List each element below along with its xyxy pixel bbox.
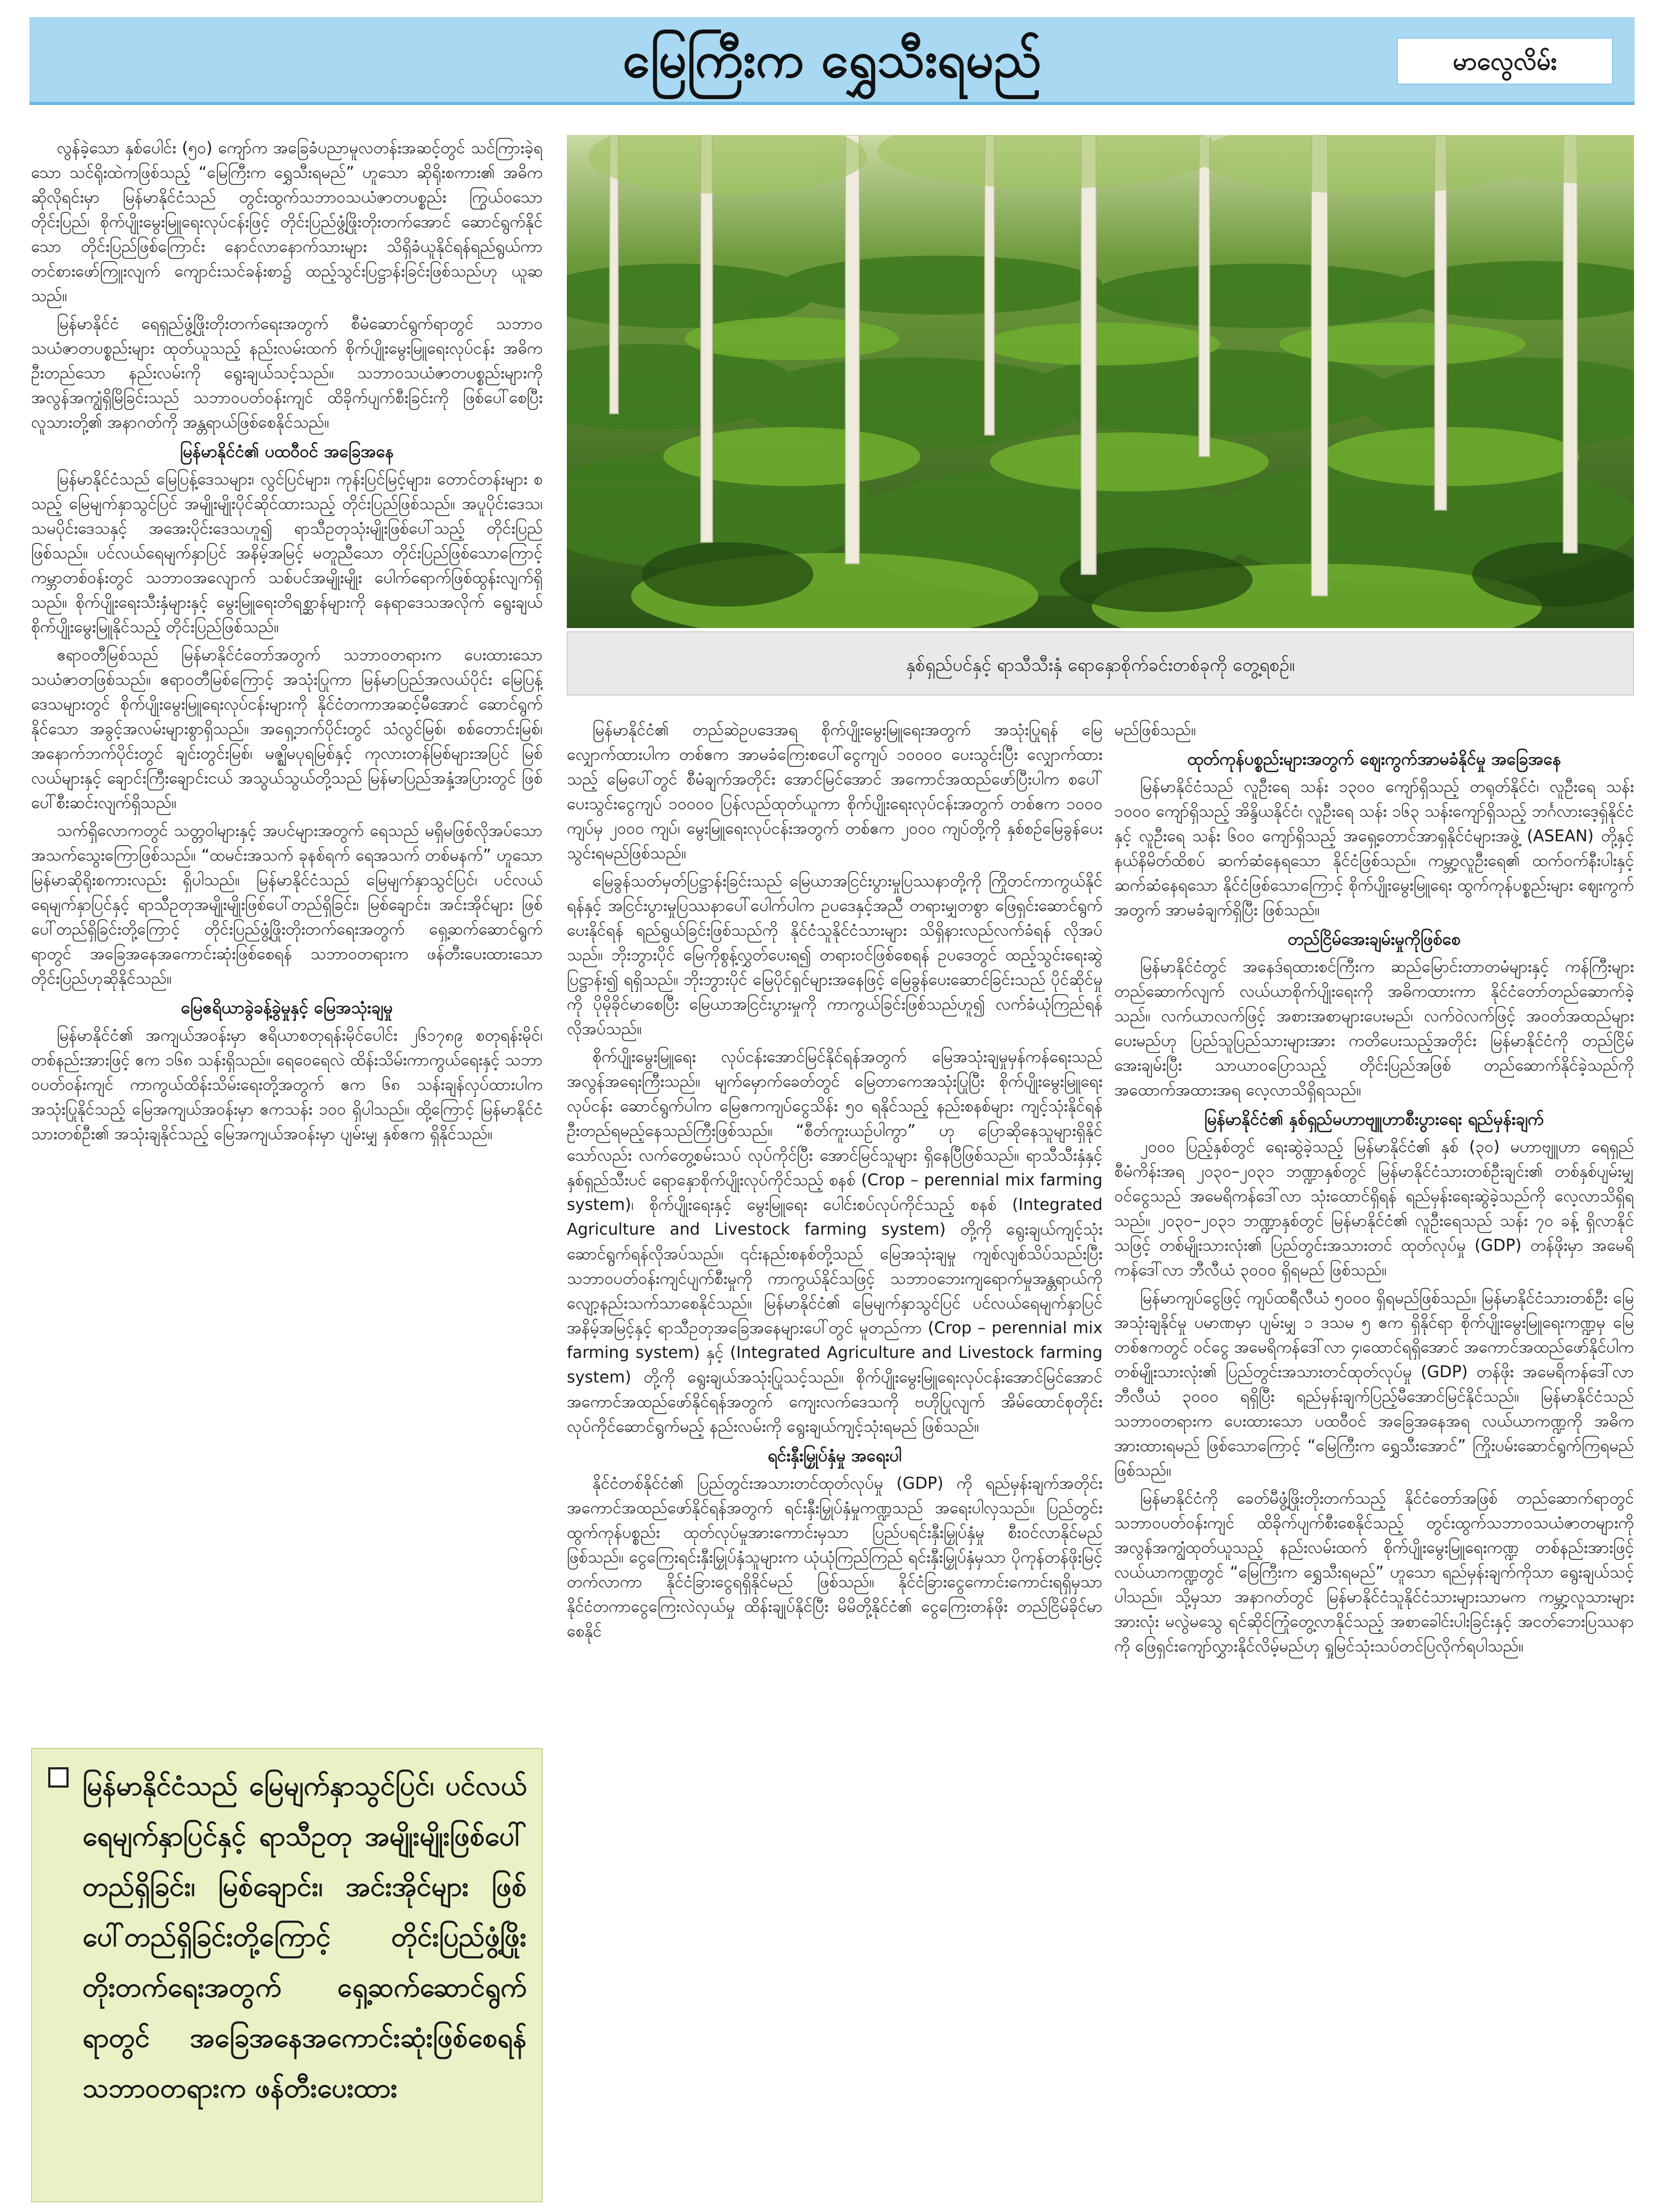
pull-quote-box (31, 1748, 543, 2202)
section-heading: မြန်မာနိုင်ငံ၏ ပထဝီဝင် အခြေအနေ (180, 442, 394, 461)
pull-quote-text: မြန်မာနိုင်ငံသည် မြေမျက်နှာသွင်ပြင်၊ ပင်လယ်ရေမျက်နှာပြင်နှင့် ရာသီဥတု အမျိုးမျိုးဖြစ်ပေါ်တည်ရှိခြင်း၊ မြစ်ချောင်း၊ အင်းအိုင်များ ဖြစ်ပေါ်တည်ရှိခြင်းတို့ကြောင့် တိုင်းပြည်ဖွံ့ဖြိုးတိုးတက်ရေးအတွက် ရှေ့ဆက်ဆောင်ရွက်ရာတွင် အခြေအနေအကောင်းဆုံးဖြစ်စေရန် သဘာဝတရားက ဖန်တီးပေးထား (83, 1770, 527, 2104)
paragraph: မြန်မာနိုင်ငံသည် လူဦးရေ သန်း ၁၃၀၀ ကျော်ရှိသည့် တရုတ်နိုင်ငံ၊ လူဦးရေ သန်း ၁၀၀၀ ကျော်ရှိသည့် အိန္ဒိယနိုင်ငံ၊ လူဦးရေ သန်း ၁၆၃ သန်းကျော်ရှိသည့် ဘင်္ဂလားဒေ့ရှ်နိုင်ငံနှင့် လူဦးရေ သန်း ၆၀၀ ကျော်ရှိသည့် အရှေ့တောင်အာရှနိုင်ငံများအဖွဲ့ (ASEAN) တို့နှင့် နယ်နိမိတ်ထိစပ် ဆက်ဆံနေရသော နိုင်ငံဖြစ်သည်။ ကမ္ဘာ့လူဦးရေ၏ ထက်ဝက်နီးပါးနှင့် ဆက်ဆံနေရသော နိုင်ငံဖြစ်သောကြောင့် စိုက်ပျိုးမွေးမြူရေး ထွက်ကုန်ပစ္စည်းများ ဈေးကွက်အတွက် အာမခံချက်ရှိပြီး ဖြစ်သည်။ (1114, 778, 1634, 920)
paragraph: မြန်မာနိုင်ငံ၏ တည်ဆဲဥပဒေအရ စိုက်ပျိုးမွေးမြူရေးအတွက် အသုံးပြုရန် မြေလျှောက်ထားပါက တစ်ဧက အာမခံကြေးစပေါ်ငွေကျပ် ၁၀၀၀၀ ပေးသွင်းပြီး လျှောက်ထားသည့် မြေပေါ်တွင် စီမံချက်အတိုင်း အောင်မြင်အောင် အကောင်အထည်ဖော်ပြီးပါက စပေါ်ပေးသွင်းငွေကျပ် ၁၀၀၀၀ ပြန်လည်ထုတ်ယူကာ စိုက်ပျိုးရေးလုပ်ငန်းအတွက် တစ်ဧက ၁၀၀၀ ကျပ်မှ ၂၀၀၀ ကျပ်၊ မွေးမြူရေးလုပ်ငန်းအတွက် တစ်ဧက ၂၀၀၀ ကျပ်တို့ကို နှစ်စဉ်မြေခွန်ပေးသွင်းရမည်ဖြစ်သည်။ (567, 721, 1103, 863)
paragraph: မြန်မာနိုင်ငံ ရေရှည်ဖွံ့ဖြိုးတိုးတက်ရေးအတွက် စီမံဆောင်ရွက်ရာတွင် သဘာဝသယံဇာတပစ္စည်းများ ထုတ်ယူသည့် နည်းလမ်းထက် စိုက်ပျိုးမွေးမြူရေးလုပ်ငန်း အဓိကဦးတည်သော နည်းလမ်းကို ရွေးချယ်သင့်သည်။ သဘာဝသယံဇာတပစ္စည်းများကို အလွန်အကျွံရှိမြိခြင်းသည် သဘာဝပတ်ဝန်းကျင် ထိခိုက်ပျက်စီးခြင်းကို ဖြစ်ပေါ်စေပြီး လူသားတို့၏ အနာဂတ်ကို အန္တရာယ်ဖြစ်စေနိုင်သည်။ (31, 315, 543, 432)
checkbox-bullet-icon (48, 1767, 69, 1788)
paragraph: မြေခွန်သတ်မှတ်ပြဋ္ဌာန်းခြင်းသည် မြေယာအငြင်းပွားမှုပြဿနာတို့ကို ကြိုတင်ကာကွယ်နိုင်ရန်နှင့် အငြင်းပွားမှုပြဿနာပေါ်ပေါက်ပါက ဥပဒေနှင့်အညီ တရားမျှတစွာ ဖြေရှင်းဆောင်ရွက်ပေးနိုင်ရန် ရည်ရွယ်ခြင်းဖြစ်သည်ကို နိုင်ငံသူနိုင်ငံသားများ သိရှိနားလည်လက်ခံရန် လိုအပ်သည်။ ဘိုးဘွားပိုင် မြေကိုစွန့်လွှတ်ပေးရ၍ တရားဝင်ဖြစ်စေရန် ဥပဒေတွင် ထည့်သွင်းရေးဆွဲပြဋ္ဌာန်း၍ ရရှိသည်။ ဘိုးဘွားပိုင် မြေပိုင်ရှင်များအနေဖြင့် မြေခွန်ပေးဆောင်ခြင်းသည် ပိုင်ဆိုင်မှုကို ပိုမိုခိုင်မာစေပြီး မြေယာအငြင်းပွားမှုကို ကာကွယ်ခြင်းဖြစ်သည်ဟူ၍ လက်ခံယုံကြည်ရန် လိုအပ်သည်။ (567, 872, 1103, 1038)
paragraph: မြန်မာနိုင်ငံကို ခေတ်မီဖွံ့ဖြိုးတိုးတက်သည့် နိုင်ငံတော်အဖြစ် တည်ဆောက်ရာတွင် သဘာဝပတ်ဝန်းကျင် ထိခိုက်ပျက်စီးစေနိုင်သည့် တွင်းထွက်သဘာဝသယံဇာတများကို အလွန်အကျွံထုတ်ယူသည့် နည်းလမ်းထက် စိုက်ပျိုးမွေးမြူရေးကဏ္ဍ တစ်နည်းအားဖြင့် လယ်ယာကဏ္ဍတွင် “မြေကြီးက ရွှေသီးရမည်” ဟူသော ရည်မှန်းချက်ကိုသာ ရွေးချယ်သင့်ပါသည်။ သို့မှသာ အနာဂတ်တွင် မြန်မာနိုင်ငံသူနိုင်ငံသားများသာမက ကမ္ဘာ့လူသားများအားလုံး မလွဲမသွေ ရင်ဆိုင်ကြုံတွေ့လာနိုင်သည့် အစာခေါင်းပါးခြင်းနှင့် အငတ်ဘေးပြဿနာကို ဖြေရှင်းကျော်လွှားနိုင်လိမ့်မည်ဟု ရှုမြင်သုံးသပ်တင်ပြလိုက်ရပါသည်။ (1114, 1489, 1634, 1656)
paragraph: သက်ရှိလောကတွင် သတ္တဝါများနှင့် အပင်များအတွက် ရေသည် မရှိမဖြစ်လိုအပ်သော အသက်သွေးကြောဖြစ်သည်။ “ထမင်းအသက် ခုနစ်ရက် ရေအသက် တစ်မနက်” ဟူသော မြန်မာဆိုရိုးစကားလည်း ရှိပါသည်။ မြန်မာနိုင်ငံသည် မြေမျက်နှာသွင်ပြင်၊ ပင်လယ်ရေမျက်နှာပြင်နှင့် ရာသီဥတုအမျိုးမျိုးဖြစ်ပေါ်တည်ရှိခြင်း၊ မြစ်ချောင်း၊ အင်းအိုင်များ ဖြစ်ပေါ်တည်ရှိခြင်းတို့ကြောင့် တိုင်းပြည်ဖွံ့ဖြိုးတိုးတက်ရေးအတွက် ရှေ့ဆက်ဆောင်ရွက်ရာတွင် အခြေအနေအကောင်းဆုံးဖြစ်စေရန် သဘာဝတရားက ဖန်တီးပေးထားသော တိုင်းပြည်ဟုဆိုနိုင်သည်။ (31, 821, 543, 988)
paragraph: မြန်မာကျပ်ငွေဖြင့် ကျပ်ထရီလီယံ ၅၀၀၀ ရှိရမည်ဖြစ်သည်။ မြန်မာနိုင်ငံသားတစ်ဦး မြေအသုံးချနိုင်မှု ပမာဏမှာ ပျမ်းမျှ ၁ ဒသမ ၅ ဧက ရှိနိုင်ရာ စိုက်ပျိုးမွေးမြူရေးကဏ္ဍမှ မြေတစ်ဧကတွင် ဝင်ငွေ အမေရိကန်ဒေါ်လာ ၄၊ထောင်ရရှိအောင် အကောင်အထည်ဖော်နိုင်ပါက တစ်မျိုးသားလုံး၏ ပြည်တွင်းအသားတင်ထုတ်လုပ်မှု (GDP) တန်ဖိုး အမေရိကန်ဒေါ်လာ ဘီလီယံ ၃၀၀၀ ရရှိပြီး ရည်မှန်းချက်ပြည့်မီအောင်မြင်နိုင်သည်။ မြန်မာနိုင်ငံသည် သဘာဝတရားက ပေးထားသော ပထဝီဝင် အခြေအနေအရ လယ်ယာကဏ္ဍကို အဓိက အားထားရမည် ဖြစ်သောကြောင့် “မြေကြီးက ရွှေသီးအောင်” ကြိုးပမ်းဆောင်ရွက်ကြရမည်ဖြစ်သည်။ (1114, 1289, 1634, 1480)
header-banner (29, 17, 1635, 105)
section-heading: တည်ငြိမ်အေးချမ်းမှုကိုဖြစ်စေ (1287, 930, 1461, 949)
photo-caption: နှစ်ရှည်ပင်နှင့် ရာသီသီးနှံ ရောနှောစိုက်ခင်းတစ်ခုကို တွေ့ရစဉ်။ (906, 654, 1295, 675)
section-heading: ရင်းနှီးမြှုပ်နှံမှု အရေးပါ (767, 1446, 902, 1466)
author-byline: မာလွေလိမ်း (1397, 38, 1613, 85)
article-headline: မြေကြီးက ရွှေသီးရမည် (623, 31, 1041, 88)
plantation-photo (567, 135, 1634, 628)
photo-caption-band (567, 631, 1634, 696)
paragraph: လွန်ခဲ့သော နှစ်ပေါင်း (၅၀) ကျော်က အခြေခံပညာမူလတန်းအဆင့်တွင် သင်ကြားခဲ့ရသော သင်ရိုးထဲကဖြစ်သည့် “မြေကြီးက ရွှေသီးရမည်” ဟူသော ဆိုရိုးစကား၏ အဓိကဆိုလိုရင်းမှာ မြန်မာနိုင်ငံသည် တွင်းထွက်သဘာဝသယံဇာတပစ္စည်း ကြွယ်ဝသော တိုင်းပြည်၊ စိုက်ပျိုးမွေးမြူရေးလုပ်ငန်းဖြင့် တိုင်းပြည်ဖွံ့ဖြိုးတိုးတက်အောင် ဆောင်ရွက်နိုင်သော တိုင်းပြည်ဖြစ်ကြောင်း နောင်လာနောက်သားများ သိရှိခံယူနိုင်ရန်ရည်ရွယ်ကာ တင်စားဖော်ကြူးလျက် ကျောင်းသင်ခန်းစာ၌ ထည့်သွင်းပြဋ္ဌာန်းခြင်းဖြစ်သည်ဟု ယူဆသည်။ (31, 139, 543, 305)
article-column-2 (567, 718, 1103, 2197)
paragraph: စိုက်ပျိုးမွေးမြူရေး လုပ်ငန်းအောင်မြင်နိုင်ရန်အတွက် မြေအသုံးချမှုမှန်ကန်ရေးသည် အလွန်အရေးကြီးသည်။ မျက်မှောက်ခေတ်တွင် မြေတာကေအသုံးပြုပြီး စိုက်ပျိုးမွေးမြူရေးလုပ်ငန်း ဆောင်ရွက်ပါက မြေဧကကျပ်ငွေသိန်း ၅၀ ရနိုင်သည့် နည်းစနစ်များ ကျင့်သုံးနိုင်ရန် ဦးတည်ရမည့်နေသည်ကြီးဖြစ်သည်။ “စီတ်ကူးယဉ်ပါကွာ” ဟု ပြောဆိုနေသူများရှိနိုင်သော်လည်း လက်တွေ့စမ်းသပ် လုပ်ကိုင်ပြီး အောင်မြင်သူများ ရှိနေပြီဖြစ်သည်။ ရာသီသီးနှံနှင့် နှစ်ရှည်သီးပင် ရောနှောစိုက်ပျိုးလုပ်ကိုင်သည့် စနစ် (Crop – perennial mix farming system)၊ စိုက်ပျိုးရေးနှင့် မွေးမြူရေး ပေါင်းစပ်လုပ်ကိုင်သည့် စနစ် (Integrated Agriculture and Livestock farming system) တို့ကို ရွေးချယ်ကျင့်သုံး ဆောင်ရွက်ရန်လိုအပ်သည်။ ၎င်းနည်းစနစ်တို့သည် မြေအသုံးချမှု ကျစ်လျစ်သိပ်သည်းပြီး သဘာဝပတ်ဝန်းကျင်ပျက်စီးမှုကို ကာကွယ်နိုင်သဖြင့် သဘာဝဘေးကျရောက်မှုအန္တရာယ်ကို လျော့နည်းသက်သာစေနိုင်သည်။ မြန်မာနိုင်ငံ၏ မြေမျက်နှာသွင်ပြင် ပင်လယ်ရေမျက်နှာပြင် အနိမ့်အမြင့်နှင့် ရာသီဥတုအခြေအနေများပေါ်တွင် မူတည်ကာ (Crop – perennial mix farming system) နှင့် (Integrated Agriculture and Livestock farming system) တို့ကို ရွေးချယ်အသုံးပြုသင့်သည်။ စိုက်ပျိုးမွေးမြူရေးလုပ်ငန်းအောင်မြင်အောင် အကောင်အထည်ဖော်နိုင်ရန်အတွက် ကျေးလက်ဒေသကို ဗဟိုပြုလျက် အိမ်ထောင်စုတိုင်း လုပ်ကိုင်ဆောင်ရွက်မည့် နည်းလမ်းကို ရွေးချယ်ကျင့်သုံးရမည် ဖြစ်သည်။ (567, 1048, 1103, 1436)
paragraph: မည်ဖြစ်သည်။ (1114, 721, 1196, 739)
paragraph: နိုင်ငံတစ်နိုင်ငံ၏ ပြည်တွင်းအသားတင်ထုတ်လုပ်မှု (GDP) ကို ရည်မှန်းချက်အတိုင်း အကောင်အထည်ဖော်နိုင်ရန်အတွက် ရင်းနှီးမြှုပ်နှံမှုကဏ္ဍသည် အရေးပါလှသည်။ ပြည်တွင်းထွက်ကုန်ပစ္စည်း ထုတ်လုပ်မှုအားကောင်းမှသာ ပြည်ပရင်းနှီးမြှုပ်နှံမှု စီးဝင်လာနိုင်မည်ဖြစ်သည်။ ငွေကြေးရင်းနှီးမြှုပ်နှံသူများက ယုံယုံကြည်ကြည် ရင်းနှီးမြှုပ်နှံမှသာ ပိုကုန်တန်ဖိုးမြင့်တက်လာကာ နိုင်ငံခြားငွေရရှိနိုင်မည် ဖြစ်သည်။ နိုင်ငံခြားငွေကောင်းကောင်းရရှိမှသာ နိုင်ငံတကာငွေကြေးလဲလှယ်မှု ထိန်းချုပ်နိုင်ပြီး မိမိတို့နိုင်ငံ၏ ငွေကြေးတန်ဖိုး တည်ငြိမ်ခိုင်မာစေနိုင် (567, 1474, 1103, 1641)
paragraph: ၂၀၀၀ ပြည့်နှစ်တွင် ရေးဆွဲခဲ့သည့် မြန်မာနိုင်ငံ၏ နှစ် (၃၀) မဟာဗျူဟာ ရေရှည်စီမံကိန်းအရ ၂၀၃၀–၂၀၃၁ ဘဏ္ဍာနှစ်တွင် မြန်မာနိုင်ငံသားတစ်ဦးချင်း၏ တစ်နှစ်ပျမ်းမျှဝင်ငွေသည် အမေရိကန်ဒေါ်လာ သုံးထောင်ရှိရန် ရည်မှန်းရေးဆွဲခဲ့သည်ကို လေ့လာသိရှိရသည်။ ၂၀၃၀–၂၀၃၁ ဘဏ္ဍာနှစ်တွင် မြန်မာနိုင်ငံ၏ လူဦးရေသည် သန်း ၇၀ ခန့် ရှိလာနိုင်သဖြင့် တစ်မျိုးသားလုံး၏ ပြည်တွင်းအသားတင် ထုတ်လုပ်မှု (GDP) တန်ဖိုးမှာ အမေရိကန်ဒေါ်လာ ဘီလီယံ ၃၀၀၀ ရှိရမည် ဖြစ်သည်။ (1114, 1138, 1634, 1280)
paragraph: မြန်မာနိုင်ငံတွင် အနေဒ်ရထားစင်ကြီးက ဆည်မြောင်းတာတမံများနှင့် ကန်ကြီးများ တည်ဆောက်လျက် လယ်ယာစိုက်ပျိုးရေးကို အဓိကထားကာ နိုင်ငံတော်တည်ဆောက်ခဲ့သည်။ လက်ယာလက်ဖြင့် အစားအစာများပေးမည်၊ လက်ဝဲလက်ဖြင့် အဝတ်အထည်များ ပေးမည်ဟု ပြည်သူပြည်သားများအား ကတိပေးသည့်အတိုင်း မြန်မာနိုင်ငံကို တည်ငြိမ်အေးချမ်းပြီး သာယာဝပြောသည့် တိုင်းပြည်အဖြစ် တည်ဆောက်နိုင်ခဲ့သည်ကို အထောက်အထားအရ လေ့လာသိရှိရသည်။ (1114, 958, 1634, 1100)
paragraph: မြန်မာနိုင်ငံသည် မြေပြန့်ဒေသများ၊ လွင်ပြင်များ၊ ကုန်းပြင်မြင့်များ၊ တောင်တန်းများ စသည့် မြေမျက်နှာသွင်ပြင် အမျိုးမျိုးပိုင်ဆိုင်ထားသည့် တိုင်းပြည်ဖြစ်သည်။ အပူပိုင်းဒေသ၊ သမပိုင်းဒေသနှင့် အအေးပိုင်းဒေသဟူ၍ ရာသီဥတုသုံးမျိုးဖြစ်ပေါ်သည့် တိုင်းပြည်ဖြစ်သည်။ ပင်လယ်ရေမျက်နှာပြင် အနိမ့်အမြင့် မတူညီသော တိုင်းပြည်ဖြစ်သောကြောင့် ကမ္ဘာတစ်ဝန်းတွင် သဘာဝအလျောက် သစ်ပင်အမျိုးမျိုး ပေါက်ရောက်ဖြစ်ထွန်းလျက်ရှိသည်။ စိုက်ပျိုးရေးသီးနှံများနှင့် မွေးမြူရေးတိရစ္ဆာန်များကို နေရာဒေသအလိုက် ရွေးချယ်စိုက်ပျိုးမွေးမြူနိုင်သည့် တိုင်းပြည်ဖြစ်သည်။ (31, 470, 543, 637)
article-column-3 (1114, 718, 1634, 2197)
paragraph: မြန်မာနိုင်ငံ၏ အကျယ်အဝန်းမှာ ဧရိယာစတုရန်းမိုင်ပေါင်း ၂၆၁၇၈၉ စတုရန်းမိုင်၊ တစ်နည်းအားဖြင့် ဧက ၁၆၈ သန်းရှိသည်။ ရေဝေရေလဲ ထိန်းသိမ်းကာကွယ်ရေးနှင့် သဘာဝပတ်ဝန်းကျင် ကာကွယ်ထိန်းသိမ်းရေးတို့အတွက် ဧက ၆၈ သန်းချန်လှပ်ထားပါက အသုံးပြုနိုင်သည့် မြေအကျယ်အဝန်းမှာ ဧကသန်း ၁၀၀ ရှိပါသည်။ ထို့ကြောင့် မြန်မာနိုင်ငံသားတစ်ဦး၏ အသုံးချနိုင်သည့် မြေအကျယ်အဝန်းမှာ ပျမ်းမျှ နှစ်ဧက ရှိနိုင်သည်။ (31, 1026, 543, 1144)
article-column-1 (31, 136, 543, 1743)
paragraph: ဧရာဝတီမြစ်သည် မြန်မာနိုင်ငံတော်အတွက် သဘာဝတရားက ပေးထားသော သယံဇာတဖြစ်သည်။ ဧရာဝတီမြစ်ကြောင့် အသုံးပြုကာ မြန်မာပြည်အလယ်ပိုင်း မြေပြန့်ဒေသများတွင် စိုက်ပျိုးမွေးမြူရေးလုပ်ငန်းများကို နိုင်ငံတကာအဆင့်မီအောင် ဆောင်ရွက်နိုင်သော အခွင့်အလမ်းများစွာရှိသည်။ အရှေ့ဘက်ပိုင်းတွင် သံလွင်မြစ်၊ စစ်တောင်းမြစ်၊ အနောက်ဘက်ပိုင်းတွင် ချင်းတွင်းမြစ်၊ မဇ္ဈိမပုရမြစ်နှင့် ကုလားတန်မြစ်များအပြင် မြစ်လယ်များနှင့် ချောင်းကြီးချောင်းငယ် အသွယ်သွယ်တို့သည် မြန်မာပြည်အနှံ့အပြားတွင် ဖြစ်ပေါ်စီးဆင်းလျက်ရှိသည်။ (31, 646, 543, 812)
section-heading: မြေဧရိယာခွဲခန့်ခွဲမှုနှင့် မြေအသုံးချမှု (181, 998, 393, 1018)
section-heading: ထုတ်ကုန်ပစ္စည်းများအတွက် ဈေးကွက်အာမခံနိုင်မှု အခြေအနေ (1187, 750, 1561, 769)
section-heading: မြန်မာနိုင်ငံ၏ နှစ်ရှည်မဟာဗျူဟာစီးပွားရေး ရည်မှန်းချက် (1204, 1110, 1544, 1129)
